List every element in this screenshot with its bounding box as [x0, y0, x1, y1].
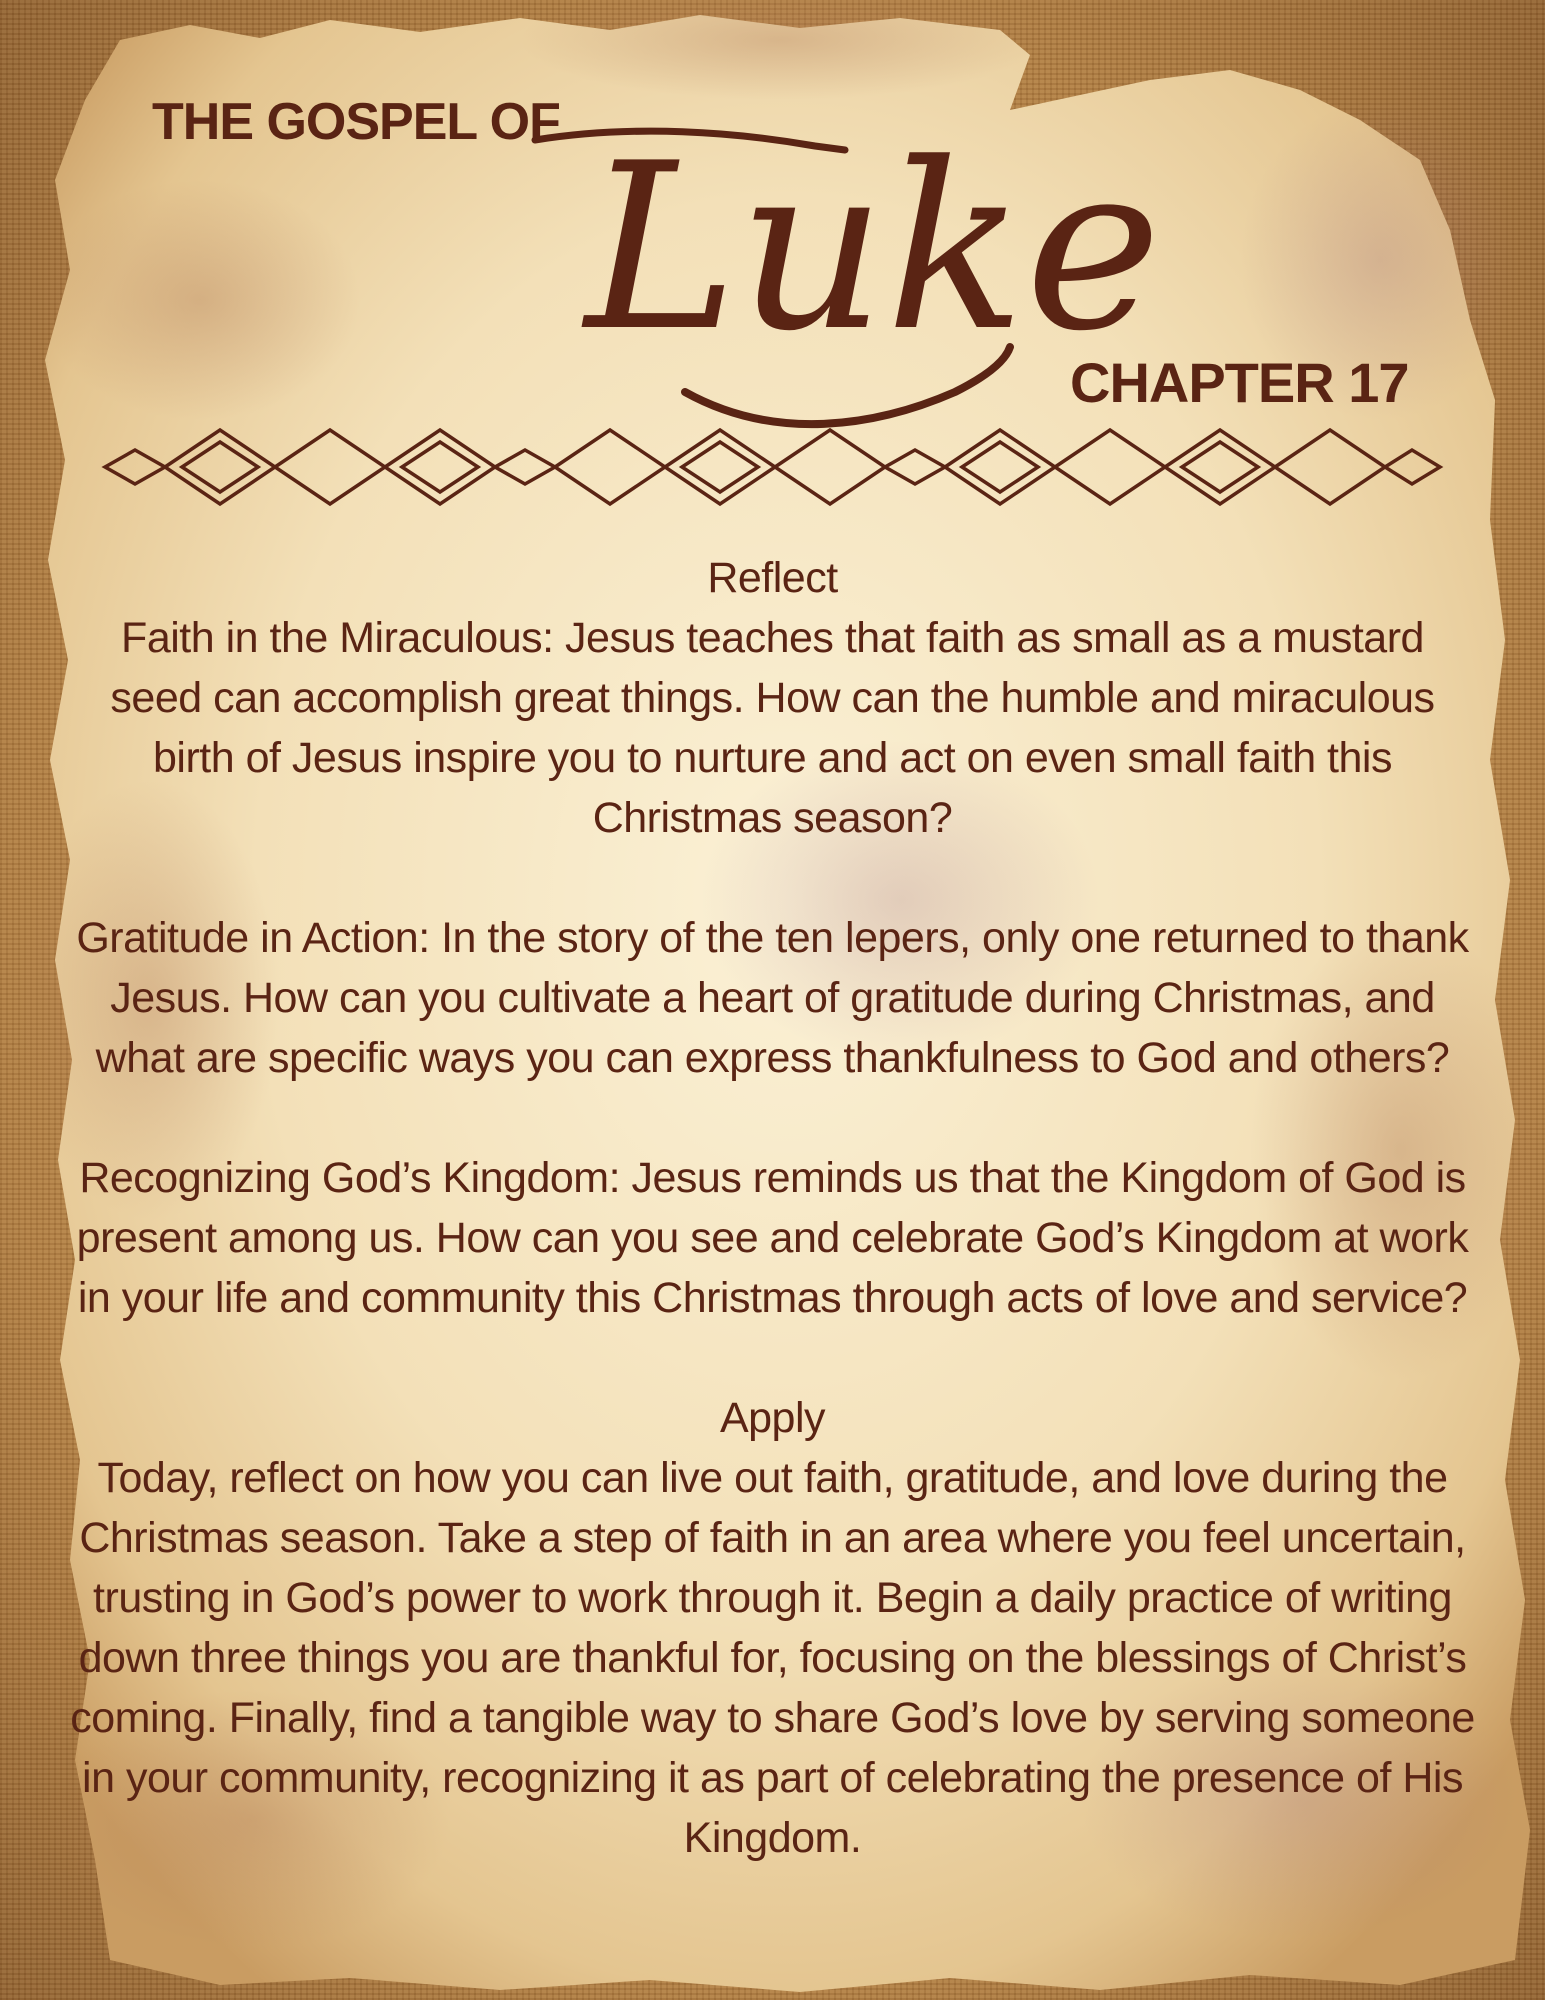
spacer: [70, 1088, 1475, 1148]
spacer: [70, 848, 1475, 908]
title-script-luke: [515, 62, 1162, 442]
reflect-item-gratitude: Gratitude in Action: In the story of the ten lepers, only one returned to thank Jesus. How can you cultivate a heart of gratitude during Christmas, and what are specific ways you can express thankfulness to God and others?: [76, 914, 1469, 1082]
reflect-item-kingdom: Recognizing God’s Kingdom: Jesus reminds us that the Kingdom of God is present among us. How can you see and celebrate God’s Kingdom at work in your life and community this Christmas through acts of love and service?: [76, 1154, 1469, 1322]
spacer: [70, 1328, 1475, 1388]
ornamental-divider: [100, 420, 1445, 515]
apply-heading: Apply: [719, 1394, 826, 1442]
devotional-content: [70, 548, 1475, 1868]
reflect-item-faith: Faith in the Miraculous: Jesus teaches that faith as small as a mustard seed can accomplish great things. How can the humble and miraculous birth of Jesus inspire you to nurture and act on even small faith this Christmas season?: [110, 614, 1435, 842]
apply-text: Today, reflect on how you can live out faith, gratitude, and love during the Christmas season. Take a step of faith in an area where you feel uncertain, trusting in God’s power to work through it. Begin a daily practice of writing down three things you are thankful for, focusing on the blessings of Christ’s coming. Finally, find a tangible way to share God’s love by serving someone in your community, recognizing it as part of celebrating the presence of His Kingdom.: [70, 1454, 1475, 1862]
reflect-heading: Reflect: [707, 554, 838, 602]
chapter-label: CHAPTER 17: [1070, 351, 1409, 414]
title-book: Luke: [585, 115, 1162, 382]
title-prefix: THE GOSPEL OF: [152, 93, 560, 151]
